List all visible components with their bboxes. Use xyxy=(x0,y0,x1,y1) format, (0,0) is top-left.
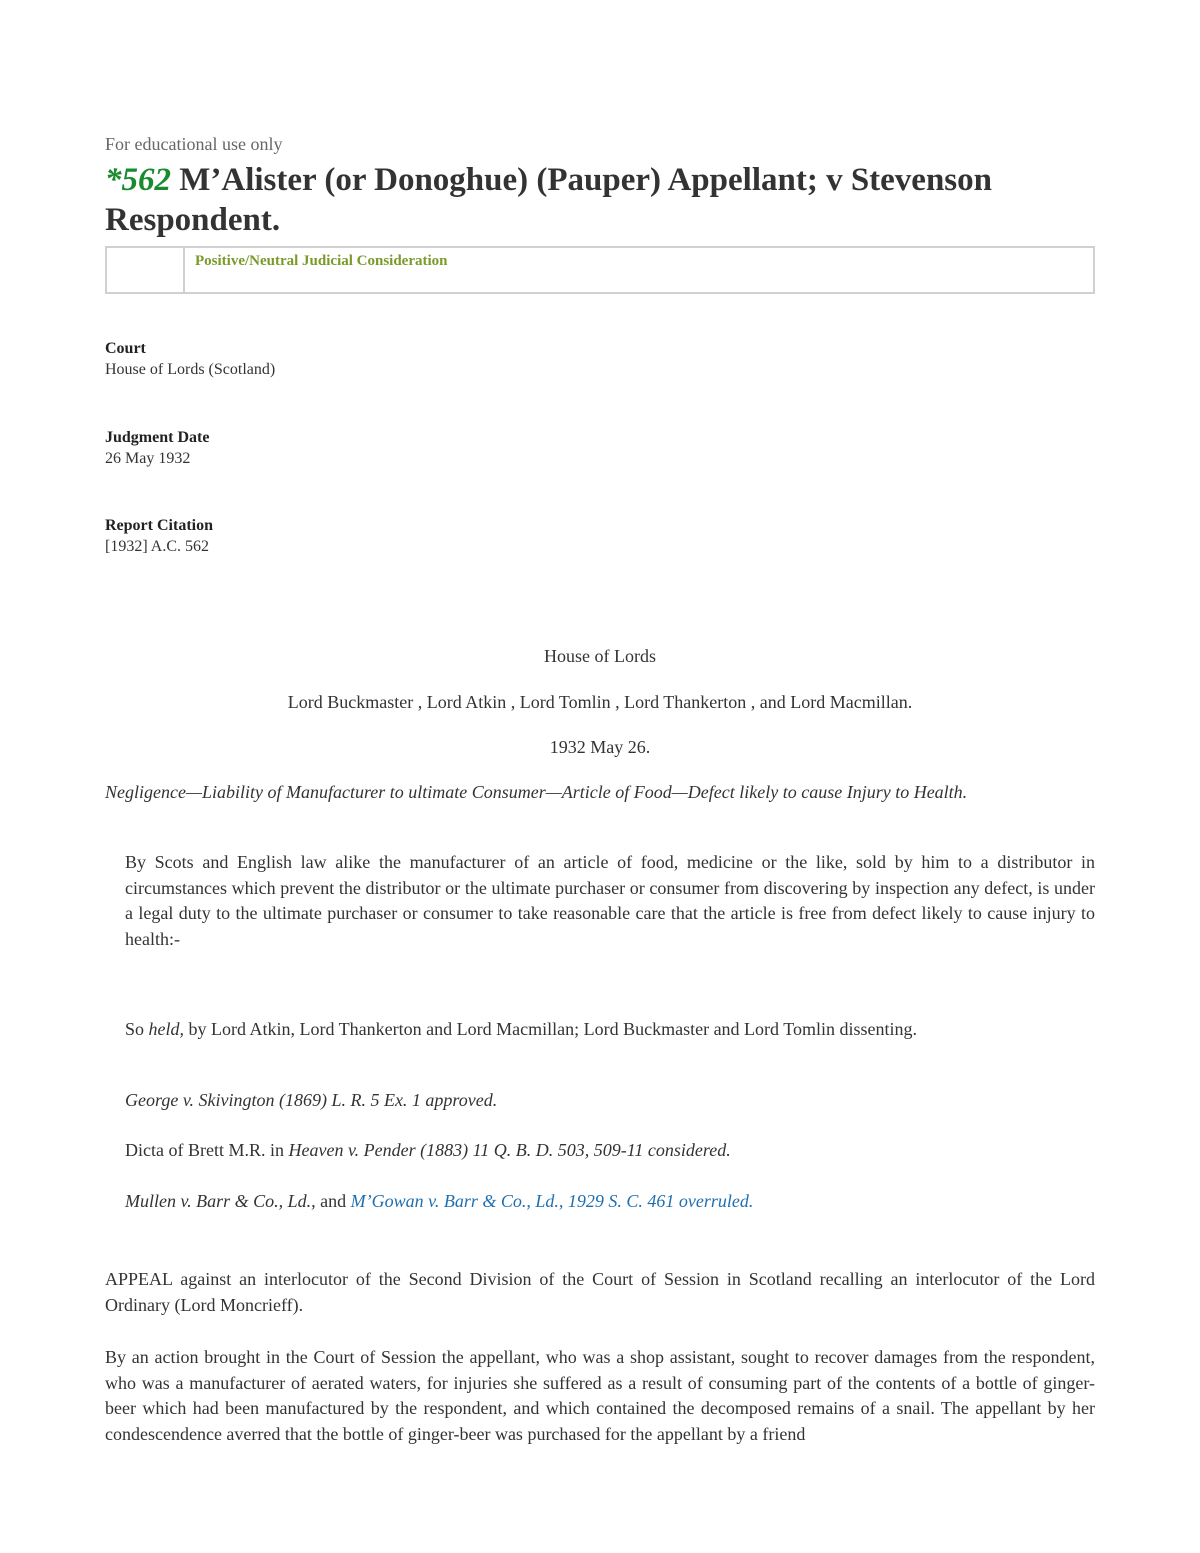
judicial-consideration-status: Positive/Neutral Judicial Consideration xyxy=(195,253,448,269)
appeal-paragraph: APPEAL against an interlocutor of the Second Division of the Court of Session in Scotland recalling an interlocutor of the Lord Ordinary (Lord Moncrieff). xyxy=(105,1269,1095,1315)
mgowan-case-link[interactable]: M’Gowan v. Barr & Co., Ld., 1929 S. C. 461 overruled. xyxy=(350,1191,754,1211)
court-label: Court xyxy=(105,340,146,357)
caption-judges: Lord Buckmaster , Lord Atkin , Lord Tomlin , Lord Thankerton , and Lord Macmillan. xyxy=(287,692,913,712)
headnote-overruled: Mullen v. Barr & Co., Ld., and M’Gowan v. Barr & Co., Ld., 1929 S. C. 461 overruled. xyxy=(125,1191,754,1211)
headnote-held: So held, by Lord Atkin, Lord Thankerton and Lord Macmillan; Lord Buckmaster and Lord Tomlin dissenting. xyxy=(125,1019,917,1039)
status-flag-icon xyxy=(107,248,185,292)
headnote-dicta: Dicta of Brett M.R. in Heaven v. Pender (1883) 11 Q. B. D. 503, 509-11 considered. xyxy=(125,1140,731,1160)
case-title xyxy=(105,160,1095,240)
star-page-number: *562 xyxy=(105,162,171,198)
judgment-date-value: 26 May 1932 xyxy=(105,450,191,467)
report-citation-value: [1932] A.C. 562 xyxy=(105,538,209,555)
facts-paragraph: By an action brought in the Court of Session the appellant, who was a shop assistant, sought to recover damages from the respondent, who was a manufacturer of aerated waters, for injuries she suffered as a result of consuming part of the contents of a bottle of ginger-beer which had been manufactured by the respondent, and which contained the decomposed remains of a snail. The appellant by her condescendence averred that the bottle of ginger-beer was purchased for the appellant by a friend xyxy=(105,1347,1095,1444)
caption-date: 1932 May 26. xyxy=(549,737,651,757)
headnote-principle: By Scots and English law alike the manufacturer of an article of food, medicine or the like, sold by him to a distributor in circumstances which prevent the distributor or the ultimate purchaser or consumer from discovering by inspection any defect, is under a legal duty to the ultimate purchaser or consumer to take reasonable care that the article is free from defect likely to cause injury to health:- xyxy=(125,852,1095,949)
headnote-george-case: George v. Skivington (1869) L. R. 5 Ex. 1 approved. xyxy=(125,1090,498,1110)
judicial-consideration-box xyxy=(105,246,1095,294)
judgment-date-label: Judgment Date xyxy=(105,429,210,446)
case-name: M’Alister (or Donoghue) (Pauper) Appellant; v Stevenson Respondent. xyxy=(105,162,993,238)
caption-court: House of Lords xyxy=(544,646,656,666)
report-citation-label: Report Citation xyxy=(105,517,213,534)
catchwords: Negligence—Liability of Manufacturer to ultimate Consumer—Article of Food—Defect likely to cause Injury to Health. xyxy=(105,782,968,802)
court-value: House of Lords (Scotland) xyxy=(105,361,276,378)
educational-use-notice: For educational use only xyxy=(105,134,283,154)
